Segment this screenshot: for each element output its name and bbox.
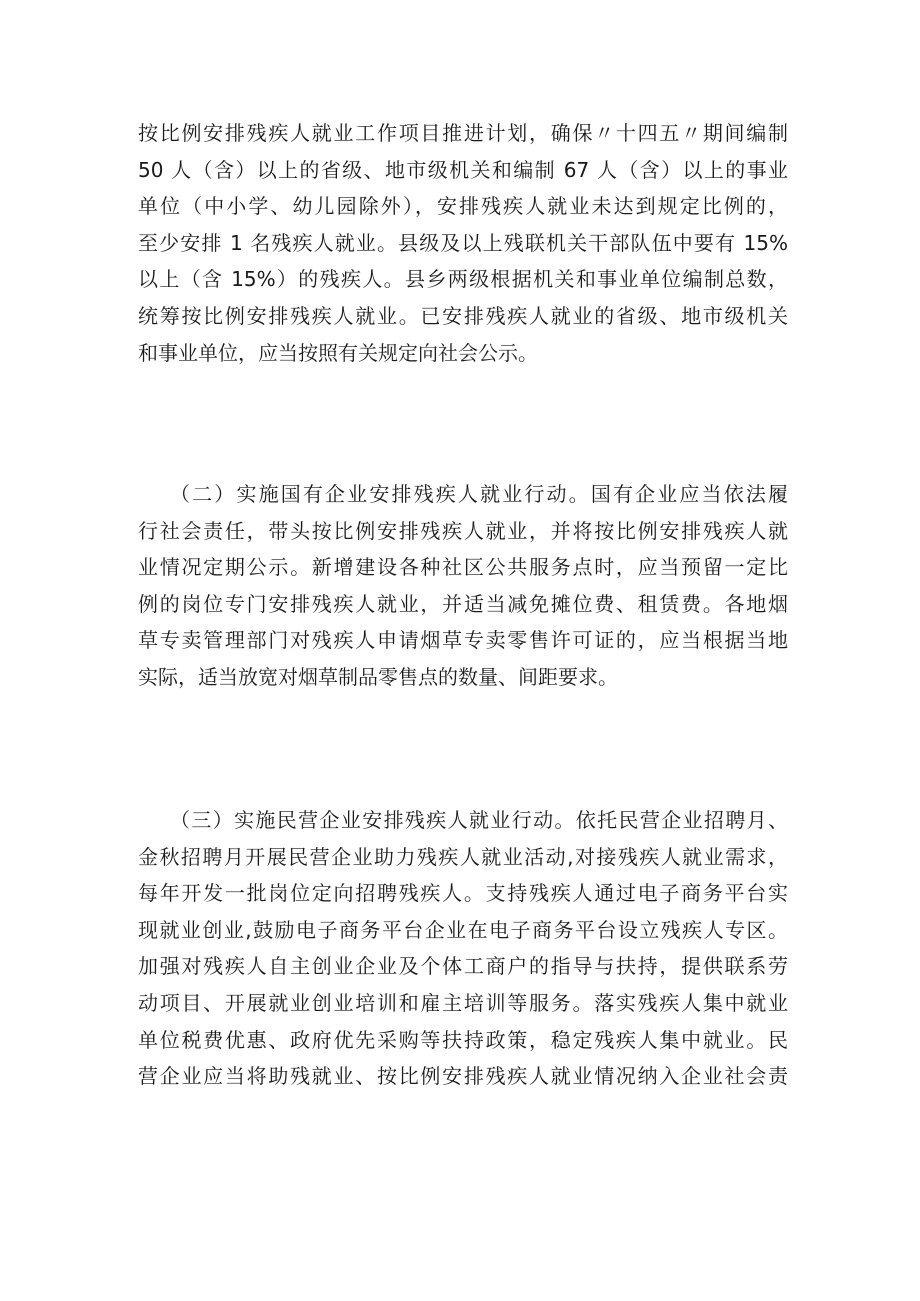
text-line: 动项目、开展就业创业培训和雇主培训等服务。落实残疾人集中就业 <box>138 990 788 1015</box>
text-line: 统筹按比例安排残疾人就业。已安排残疾人就业的省级、地市级机关 <box>138 303 788 328</box>
text-line: 以上（含 15%）的残疾人。县乡两级根据机关和事业单位编制总数， <box>138 267 788 292</box>
text-line: 业情况定期公示。新增建设各种社区公共服务点时，应当预留一定比 <box>138 555 788 580</box>
text-line: 和事业单位，应当按照有关规定向社会公示。 <box>138 340 538 365</box>
text-line: 按比例安排残疾人就业工作项目推进计划，确保〃十四五〃期间编制 <box>138 121 788 145</box>
text-line: 例的岗位专门安排残疾人就业，并适当减免摊位费、租赁费。各地烟 <box>138 591 788 616</box>
text-line: （三）实施民营企业安排残疾人就业行动。依托民营企业招聘月、 <box>170 808 788 832</box>
text-line: 单位税费优惠、政府优先采购等扶持政策，稳定残疾人集中就业。民 <box>138 1027 788 1052</box>
text-line: 实际，适当放宽对烟草制品零售点的数量、间距要求。 <box>138 664 618 689</box>
text-line: 至少安排 1 名残疾人就业。县级及以上残联机关干部队伍中要有 15% <box>138 230 788 255</box>
text-line: 金秋招聘月开展民营企业助力残疾人就业活动,对接残疾人就业需求， <box>138 844 788 869</box>
text-line: 现就业创业,鼓励电子商务平台企业在电子商务平台设立残疾人专区。 <box>138 917 788 942</box>
text-line: 加强对残疾人自主创业企业及个体工商户的指导与扶持，提供联系劳 <box>138 954 788 979</box>
text-line: 草专卖管理部门对残疾人申请烟草专卖零售许可证的，应当根据当地 <box>138 628 788 653</box>
text-line: 营企业应当将助残就业、按比例安排残疾人就业情况纳入企业社会责 <box>138 1064 788 1089</box>
text-line: 单位（中小学、幼儿园除外），安排残疾人就业未达到规定比例的， <box>138 194 788 219</box>
paragraph-quota-employment <box>138 115 788 371</box>
paragraph-state-owned-enterprises <box>138 476 788 696</box>
paragraph-private-enterprises <box>138 802 788 1095</box>
text-line: 行社会责任，带头按比例安排残疾人就业，并将按比例安排残疾人就 <box>138 518 788 543</box>
text-line: 每年开发一批岗位定向招聘残疾人。支持残疾人通过电子商务平台实 <box>138 881 788 906</box>
text-line: 50 人（含）以上的省级、地市级机关和编制 67 人（含）以上的事业 <box>138 157 788 182</box>
text-line: （二）实施国有企业安排残疾人就业行动。国有企业应当依法履 <box>170 482 788 506</box>
